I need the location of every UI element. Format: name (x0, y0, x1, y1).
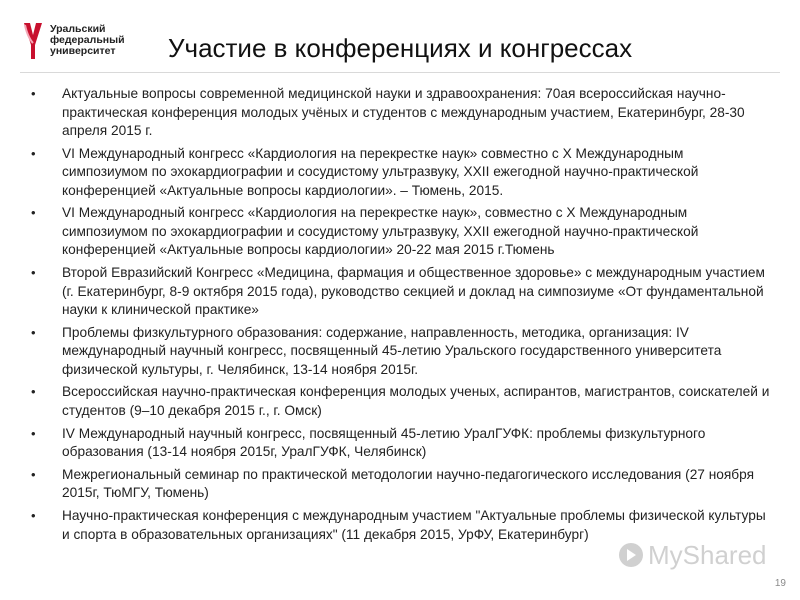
bullet-icon: • (31, 86, 36, 101)
watermark-text: MyShared (648, 540, 767, 570)
list-item-text: Межрегиональный семинар по практической методологии научно-педагогического исследования (27 ноября 2015г, ТюМГУ, Тюмень) (62, 466, 755, 501)
watermark (618, 538, 788, 574)
list-item-text: VI Международный конгресс «Кардиология на перекрестке наук» совместно с X Международным симпозиумом по эхокардиографии и сосудистому ультразвуку, XXII ежегодной научно-практической конференцией «Актуальные вопросы кардиологии». – Тюмень, 2015. (62, 145, 699, 198)
watermark-logo-icon (618, 542, 644, 568)
page-number: 19 (774, 578, 786, 589)
list-item-text: Всероссийская научно-практическая конференция молодых ученых, аспирантов, магистрантов, соискателей и студентов (9–10 декабря 2015 г., г. Омск) (62, 384, 770, 418)
list-item (30, 383, 770, 420)
list-item (30, 466, 770, 503)
list-item (30, 85, 770, 141)
bullet-icon: • (31, 425, 36, 441)
list-item (30, 145, 770, 201)
list-item-text: VI Международный конгресс «Кардиология на перекрестке наук», совместно с X Международным симпозиумом по эхокардиографии и сосудистому ультразвуку, XXII ежегодной научно-практической конференцией «Актуальные вопросы кардиологии» 20-22 мая 2015 г.Тюмень (62, 205, 699, 258)
title-divider (20, 72, 780, 73)
bullet-icon: • (31, 324, 36, 340)
logo-line-3: университет (50, 45, 116, 57)
bullet-icon: • (31, 384, 36, 400)
university-logo (22, 18, 142, 68)
list-item-text: Научно-практическая конференция с международным участием "Актуальные проблемы физической культуры и спорта в образовательных организациях" (11 декабря 2015, УрФУ, Екатеринбург) (62, 508, 766, 542)
logo-line-1: Уральский (50, 23, 106, 35)
bullet-icon: • (31, 466, 36, 482)
logo-line-2: федеральный (50, 34, 125, 46)
page-title: Участие в конференциях и конгрессах (168, 33, 633, 63)
list-item-text: Второй Евразийский Конгресс «Медицина, фармация и общественное здоровье» с международным участием (г. Екатеринбург, 8-9 октября 2015 года), руководство секцией и доклад на симпозиуме «От фундаментальной науки к клинической практике» (62, 265, 765, 318)
list-item (30, 324, 770, 380)
list-item-text: Актуальные вопросы современной медицинской науки и здравоохранения: 70ая всероссийская научно-практическая конференция молодых учёных и студентов с международным участием, Екатеринбург, 28-30 апреля 2015 г. (62, 86, 745, 138)
list-item (30, 204, 770, 260)
list-item (30, 264, 770, 320)
bullet-icon: • (31, 265, 36, 281)
bullet-icon: • (31, 145, 36, 161)
list-item-text: IV Международный научный конгресс, посвященный 45-летию УралГУФК: проблемы физкультурного образования (13-14 ноября 2015г, УралГУФК, Челябинск) (62, 425, 706, 460)
bullet-icon: • (31, 508, 36, 523)
list-item-text: Проблемы физкультурного образования: содержание, направленность, методика, организация: IV международный научный конгресс, посвященный 45-летию Уральского государственного университета физической культуры, г. Челябинск, 13-14 ноября 2015г. (62, 324, 722, 377)
conference-list (30, 85, 770, 548)
logo-text (50, 24, 125, 57)
urfu-logo-mark-icon (22, 21, 44, 61)
list-item (30, 425, 770, 462)
bullet-icon: • (31, 205, 36, 221)
